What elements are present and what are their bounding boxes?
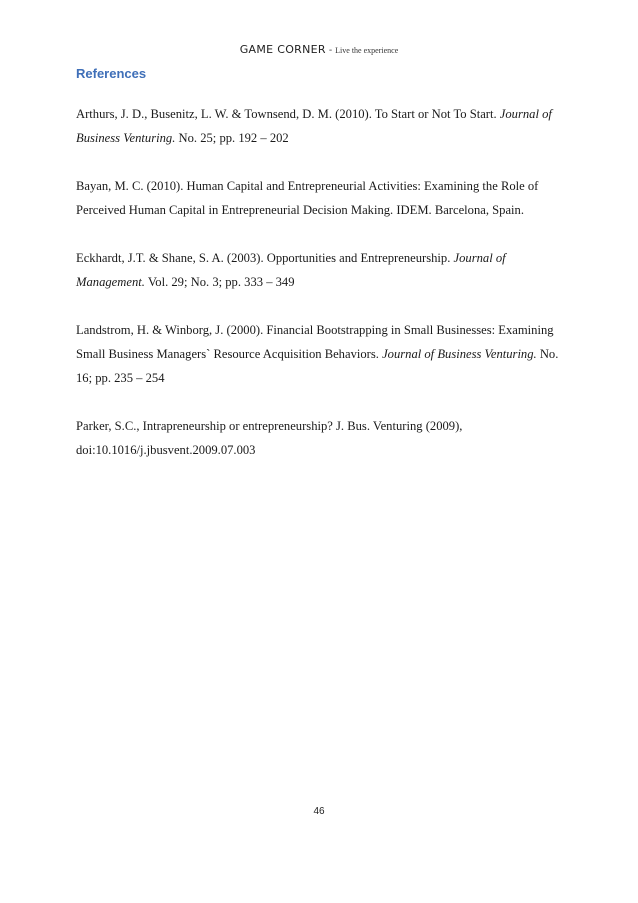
page-header xyxy=(0,40,638,58)
reference-item: Landstrom, H. & Winborg, J. (2000). Financial Bootstrapping in Small Businesses: Examining Small Business Managers` Resource Acquisition Behaviors. Journal of Business Venturing. No. 16; pp. 235 – 254 xyxy=(76,323,559,385)
header-brand: GAME CORNER xyxy=(239,43,326,56)
header-tagline: Live the experience xyxy=(335,46,399,55)
reference-item: Eckhardt, J.T. & Shane, S. A. (2003). Opportunities and Entrepreneurship. Journal of Management. Vol. 29; No. 3; pp. 333 – 349 xyxy=(76,251,506,289)
reference-list xyxy=(76,102,566,486)
reference-item: Bayan, M. C. (2010). Human Capital and Entrepreneurial Activities: Examining the Role of Perceived Human Capital in Entrepreneurial Decision Making. IDEM. Barcelona, Spain. xyxy=(76,179,539,217)
page-number: 46 xyxy=(313,806,325,817)
reference-item: Arthurs, J. D., Busenitz, L. W. & Townsend, D. M. (2010). To Start or Not To Start. Journal of Business Venturing. No. 25; pp. 192 – 202 xyxy=(76,107,552,145)
references-heading: References xyxy=(76,66,147,81)
reference-item: Parker, S.C., Intrapreneurship or entrepreneurship? J. Bus. Venturing (2009), doi:10.1016/j.jbusvent.2009.07.003 xyxy=(76,419,463,457)
header-separator: - xyxy=(328,45,333,56)
